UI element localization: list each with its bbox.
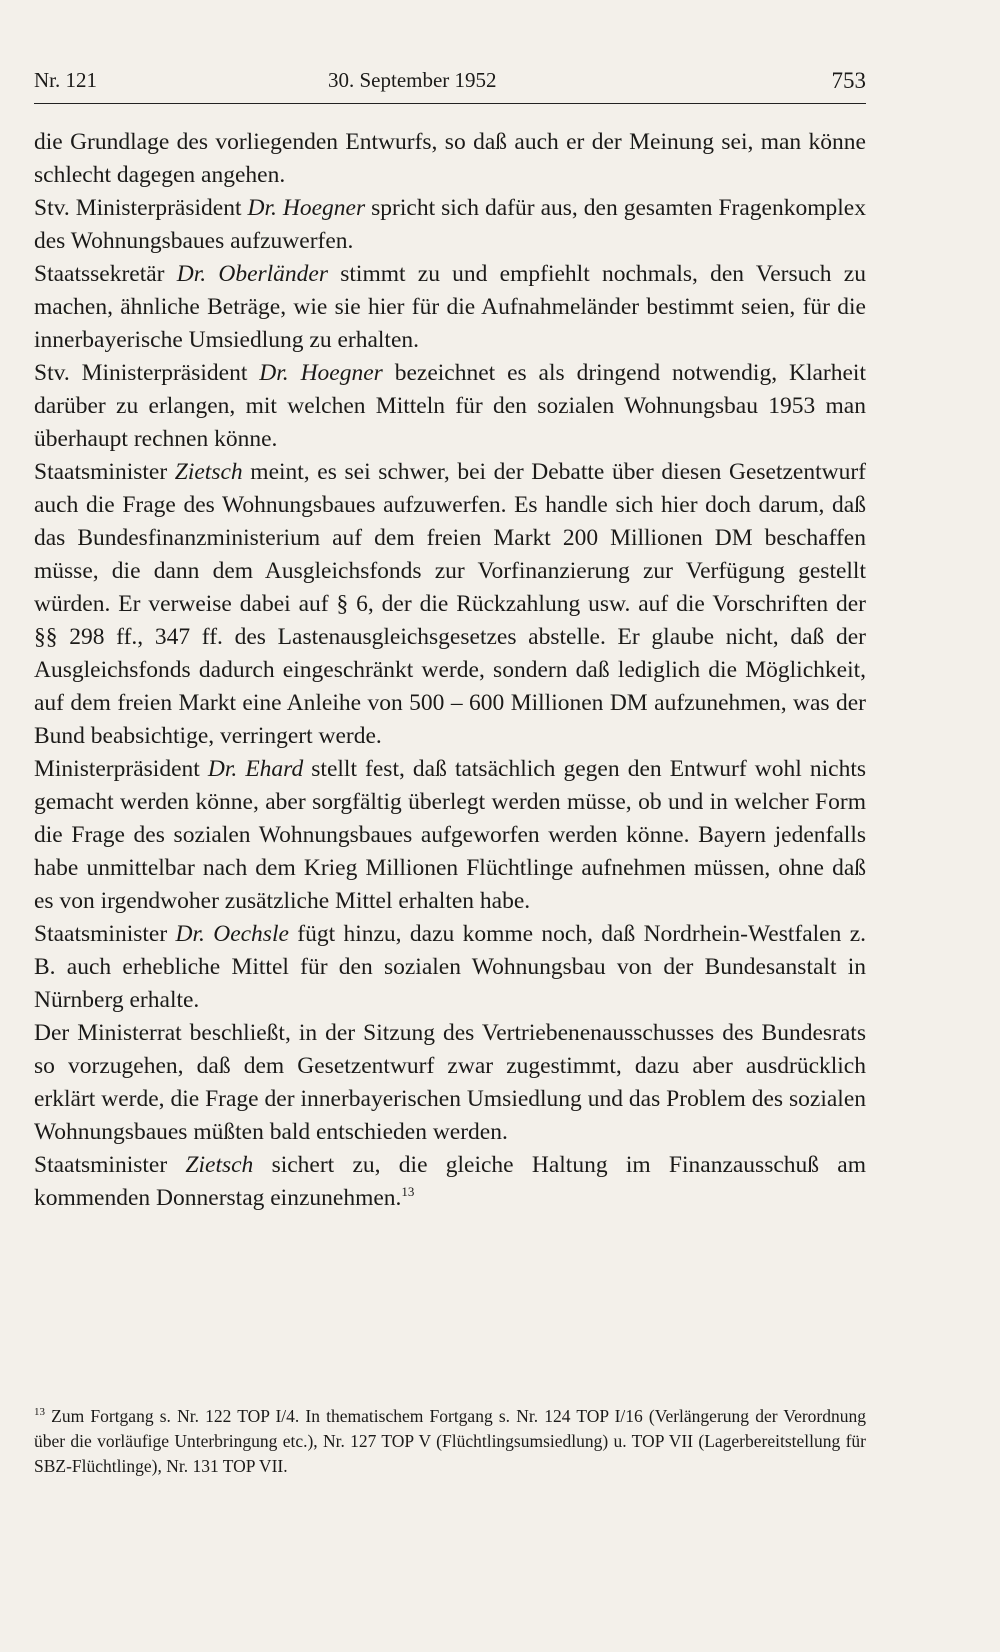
- paragraph: [34, 192, 866, 258]
- header-rule: [34, 103, 866, 104]
- speaker-name: Dr. Oechsle: [175, 921, 289, 947]
- paragraph: [34, 918, 866, 1017]
- session-date: 30. September 1952: [328, 68, 497, 92]
- footnote: [34, 1404, 866, 1479]
- paragraph-text: Staatssekretär: [34, 261, 177, 287]
- paragraph-text: Staatsminister: [34, 921, 176, 947]
- document-number: Nr. 121: [34, 68, 97, 92]
- running-header: [34, 68, 866, 104]
- speaker-name: Zietsch: [174, 459, 243, 485]
- minutes-body: [34, 126, 866, 1215]
- paragraph: [34, 357, 866, 456]
- paragraph: [34, 1017, 866, 1149]
- paragraph: [34, 126, 866, 192]
- paragraph-text: Staatsminister: [34, 1152, 186, 1178]
- paragraph: [34, 456, 866, 753]
- paragraph-text: spricht sich dafür aus, den gesamten Fragenkomplex des Wohnungsbaues aufzuwerfen.: [34, 195, 866, 254]
- speaker-name: Dr. Ehard: [207, 756, 304, 782]
- paragraph: [34, 258, 866, 357]
- paragraph-text: stellt fest, daß tatsächlich gegen den Entwurf wohl nichts gemacht werden könne, aber sorgfältig überlegt werden müsse, ob und in welcher Form die Frage des sozialen Wohnungsbaues aufgeworfen werden könne. Bayern jedenfalls habe unmittelbar nach dem Krieg Millionen Flüchtlinge aufnehmen müssen, ohne daß es von irgendwoher zusätzliche Mittel erhalten habe.: [34, 756, 866, 914]
- footnote-reference: 13: [401, 1184, 415, 1200]
- paragraph-text: Stv. Ministerpräsident: [34, 360, 260, 386]
- paragraph-text: bezeichnet es als dringend notwendig, Klarheit darüber zu erlangen, mit welchen Mitteln für den sozialen Wohnungsbau 1953 man überhaupt rechnen könne.: [34, 360, 866, 452]
- paragraph-text: Stv. Ministerpräsident: [34, 195, 248, 221]
- paragraph-text: Der Ministerrat beschließt, in der Sitzung des Vertriebenenausschusses des Bundesrats so vorzugehen, daß dem Gesetzentwurf zwar zugestimmt, dazu aber ausdrücklich erklärt werde, die Frage der innerbayerischen Umsiedlung und das Problem des sozialen Wohnungsbaues müßten bald entschieden werden.: [34, 1020, 866, 1145]
- paragraph-text: meint, es sei schwer, bei der Debatte über diesen Gesetzentwurf auch die Frage des Wohnungsbaues aufzuwerfen. Es handle sich hier doch darum, daß das Bundesfinanzministerium auf dem freien Markt 200 Millionen DM beschaffen müsse, die dann dem Ausgleichsfonds zur Vorfinanzierung zur Verfügung gestellt würden. Er verweise dabei auf § 6, der die Rückzahlung usw. auf die Vorschriften der §§ 298 ff., 347 ff. des Lastenausgleichsgesetzes abstelle. Er glaube nicht, daß der Ausgleichsfonds dadurch eingeschränkt werde, sondern daß lediglich die Möglichkeit, auf dem freien Markt eine Anleihe von 500 – 600 Millionen DM aufzunehmen, was der Bund beabsichtige, verringert werde.: [34, 459, 867, 749]
- footnote-mark: 13: [34, 1406, 45, 1419]
- speaker-name: Dr. Hoegner: [259, 360, 383, 386]
- paragraph-text: stimmt zu und empfiehlt nochmals, den Versuch zu machen, ähnliche Beträge, wie sie hier für die Aufnahmeländer bestimmt seien, für die innerbayerische Umsiedlung zu erhalten.: [34, 261, 866, 353]
- paragraph-text: Staatsminister: [34, 459, 175, 485]
- page-number: 753: [831, 68, 866, 93]
- speaker-name: Dr. Oberländer: [176, 261, 329, 287]
- paragraph-text: Ministerpräsident: [34, 756, 208, 782]
- speaker-name: Zietsch: [185, 1152, 254, 1178]
- paragraph-text: fügt hinzu, dazu komme noch, daß Nordrhein-Westfalen z. B. auch erhebliche Mittel für den sozialen Wohnungsbau von der Bundesanstalt in Nürnberg erhalte.: [34, 921, 867, 1013]
- paragraph-text: die Grundlage des vorliegenden Entwurfs, so daß auch er der Meinung sei, man könne schlecht dagegen angehen.: [34, 129, 866, 188]
- speaker-name: Dr. Hoegner: [247, 195, 366, 221]
- footnote-text: Zum Fortgang s. Nr. 122 TOP I/4. In thematischem Fortgang s. Nr. 124 TOP I/16 (Verlängerung der Verordnung über die vorläufige Unterbringung etc.), Nr. 127 TOP V (Flüchtlingsumsiedlung) u. TOP VII (Lagerbereitstellung für SBZ-Flüchtlinge), Nr. 131 TOP VII.: [34, 1406, 866, 1476]
- paragraph-text: sichert zu, die gleiche Haltung im Finanzausschuß am kommenden Donnerstag einzunehmen.: [34, 1152, 867, 1211]
- paragraph: [34, 1149, 866, 1215]
- paragraph: [34, 753, 866, 918]
